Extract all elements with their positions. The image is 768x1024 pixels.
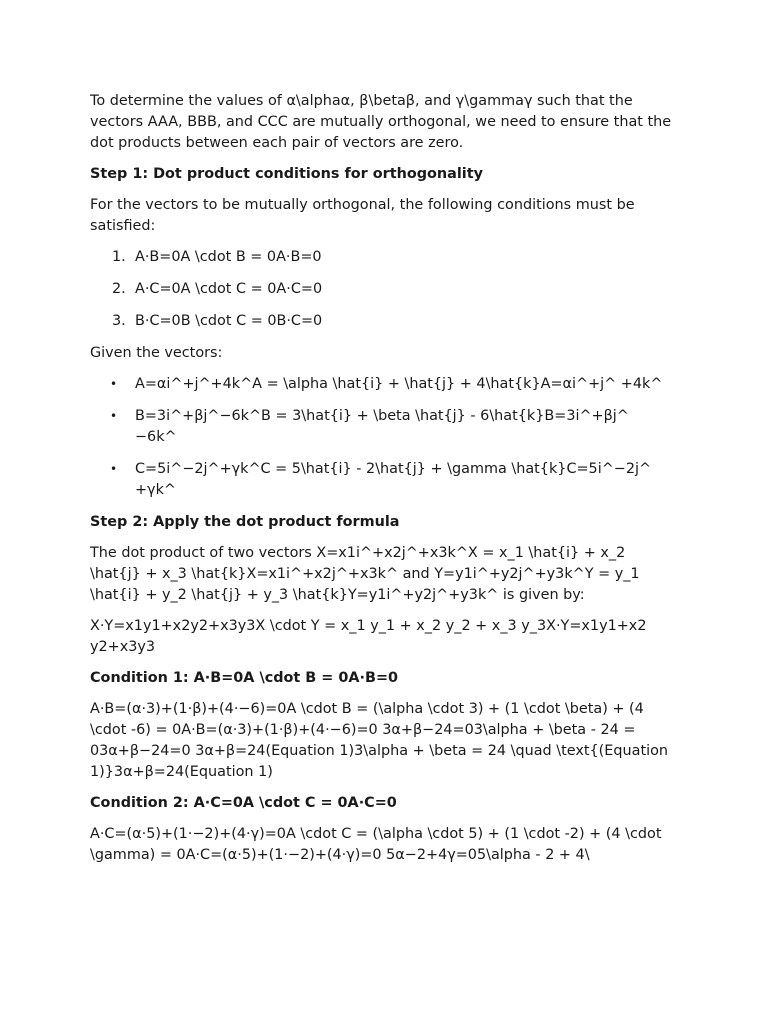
step2-paragraph: The dot product of two vectors X=x1i^+x2j^+x3k^X = x_1 \hat{i} + x_2 \hat{j} + x_3 \hat{k}X=x1i^+x2j^+x3k^ and Y=y1i^+y2j^+y3k^Y = y_1 \hat{i} + y_2 \hat{j} + y_3 \hat{k}Y=y1i^+y2j^+y3k^ is given by:	[90, 545, 640, 603]
list-item	[90, 406, 672, 448]
condition1-heading: Condition 1: A·B=0A \cdot B = 0A·B=0	[90, 670, 399, 686]
condition-text: A·C=0A \cdot C = 0A·C=0	[135, 281, 323, 297]
condition1-paragraph: A·B=(α·3)+(1·β)+(4·−6)=0A \cdot B = (\alpha \cdot 3) + (1 \cdot \beta) + (4 \cdot -6) = 0A·B=(α·3)+(1·β)+(4·−6)=0 3α+β−24=03\alpha + \beta - 24 = 03α+β−24=0 3α+β=24(Equation 1)3\alpha + \beta = 24 \quad \text{(Equation 1)}3α+β=24(Equation 1)	[90, 701, 669, 780]
step2-heading: Step 2: Apply the dot product formula	[90, 514, 400, 530]
vector-text: A=αi^+j^+4k^A = \alpha \hat{i} + \hat{j} + 4\hat{k}A=αi^+j^ +4k^	[135, 376, 663, 392]
bullet-icon: •	[110, 377, 118, 391]
list-item	[90, 279, 672, 300]
list-item	[90, 374, 672, 395]
bullet-icon: •	[110, 462, 118, 476]
condition2-paragraph: A·C=(α·5)+(1·−2)+(4·γ)=0A \cdot C = (\alpha \cdot 5) + (1 \cdot -2) + (4 \cdot \gamma) = 0A·C=(α·5)+(1·−2)+(4·γ)=0 5α−2+4γ=05\alpha - 2 + 4\	[90, 826, 662, 863]
step1-paragraph: For the vectors to be mutually orthogonal, the following conditions must be satisfied:	[90, 197, 635, 234]
intro-paragraph: To determine the values of α\alphaα, β\betaβ, and γ\gammaγ such that the vectors AAA, BBB, and CCC are mutually orthogonal, we need to ensure that the dot products between each pair of vectors are zero.	[90, 93, 672, 151]
list-item	[90, 311, 672, 332]
step1-heading: Step 1: Dot product conditions for orthogonality	[90, 166, 483, 182]
list-number: 2.	[112, 281, 126, 297]
dot-product-formula: X·Y=x1y1+x2y2+x3y3X \cdot Y = x_1 y_1 + x_2 y_2 + x_3 y_3X·Y=x1y1+x2 y2+x3y3	[90, 618, 647, 655]
condition2-heading: Condition 2: A·C=0A \cdot C = 0A·C=0	[90, 795, 397, 811]
list-item	[90, 459, 672, 501]
orthogonality-conditions-list	[90, 247, 672, 332]
bullet-icon: •	[110, 409, 118, 423]
vector-text: B=3i^+βj^−6k^B = 3\hat{i} + \beta \hat{j} - 6\hat{k}B=3i^+βj^ −6k^	[135, 408, 629, 445]
vector-text: C=5i^−2j^+γk^C = 5\hat{i} - 2\hat{j} + \gamma \hat{k}C=5i^−2j^ +γk^	[135, 461, 652, 498]
list-number: 3.	[112, 313, 126, 329]
condition-text: B·C=0B \cdot C = 0B·C=0	[135, 313, 323, 329]
vectors-list	[90, 374, 672, 501]
condition-text: A·B=0A \cdot B = 0A·B=0	[135, 249, 322, 265]
list-item	[90, 247, 672, 268]
given-label: Given the vectors:	[90, 345, 223, 361]
list-number: 1.	[112, 249, 126, 265]
